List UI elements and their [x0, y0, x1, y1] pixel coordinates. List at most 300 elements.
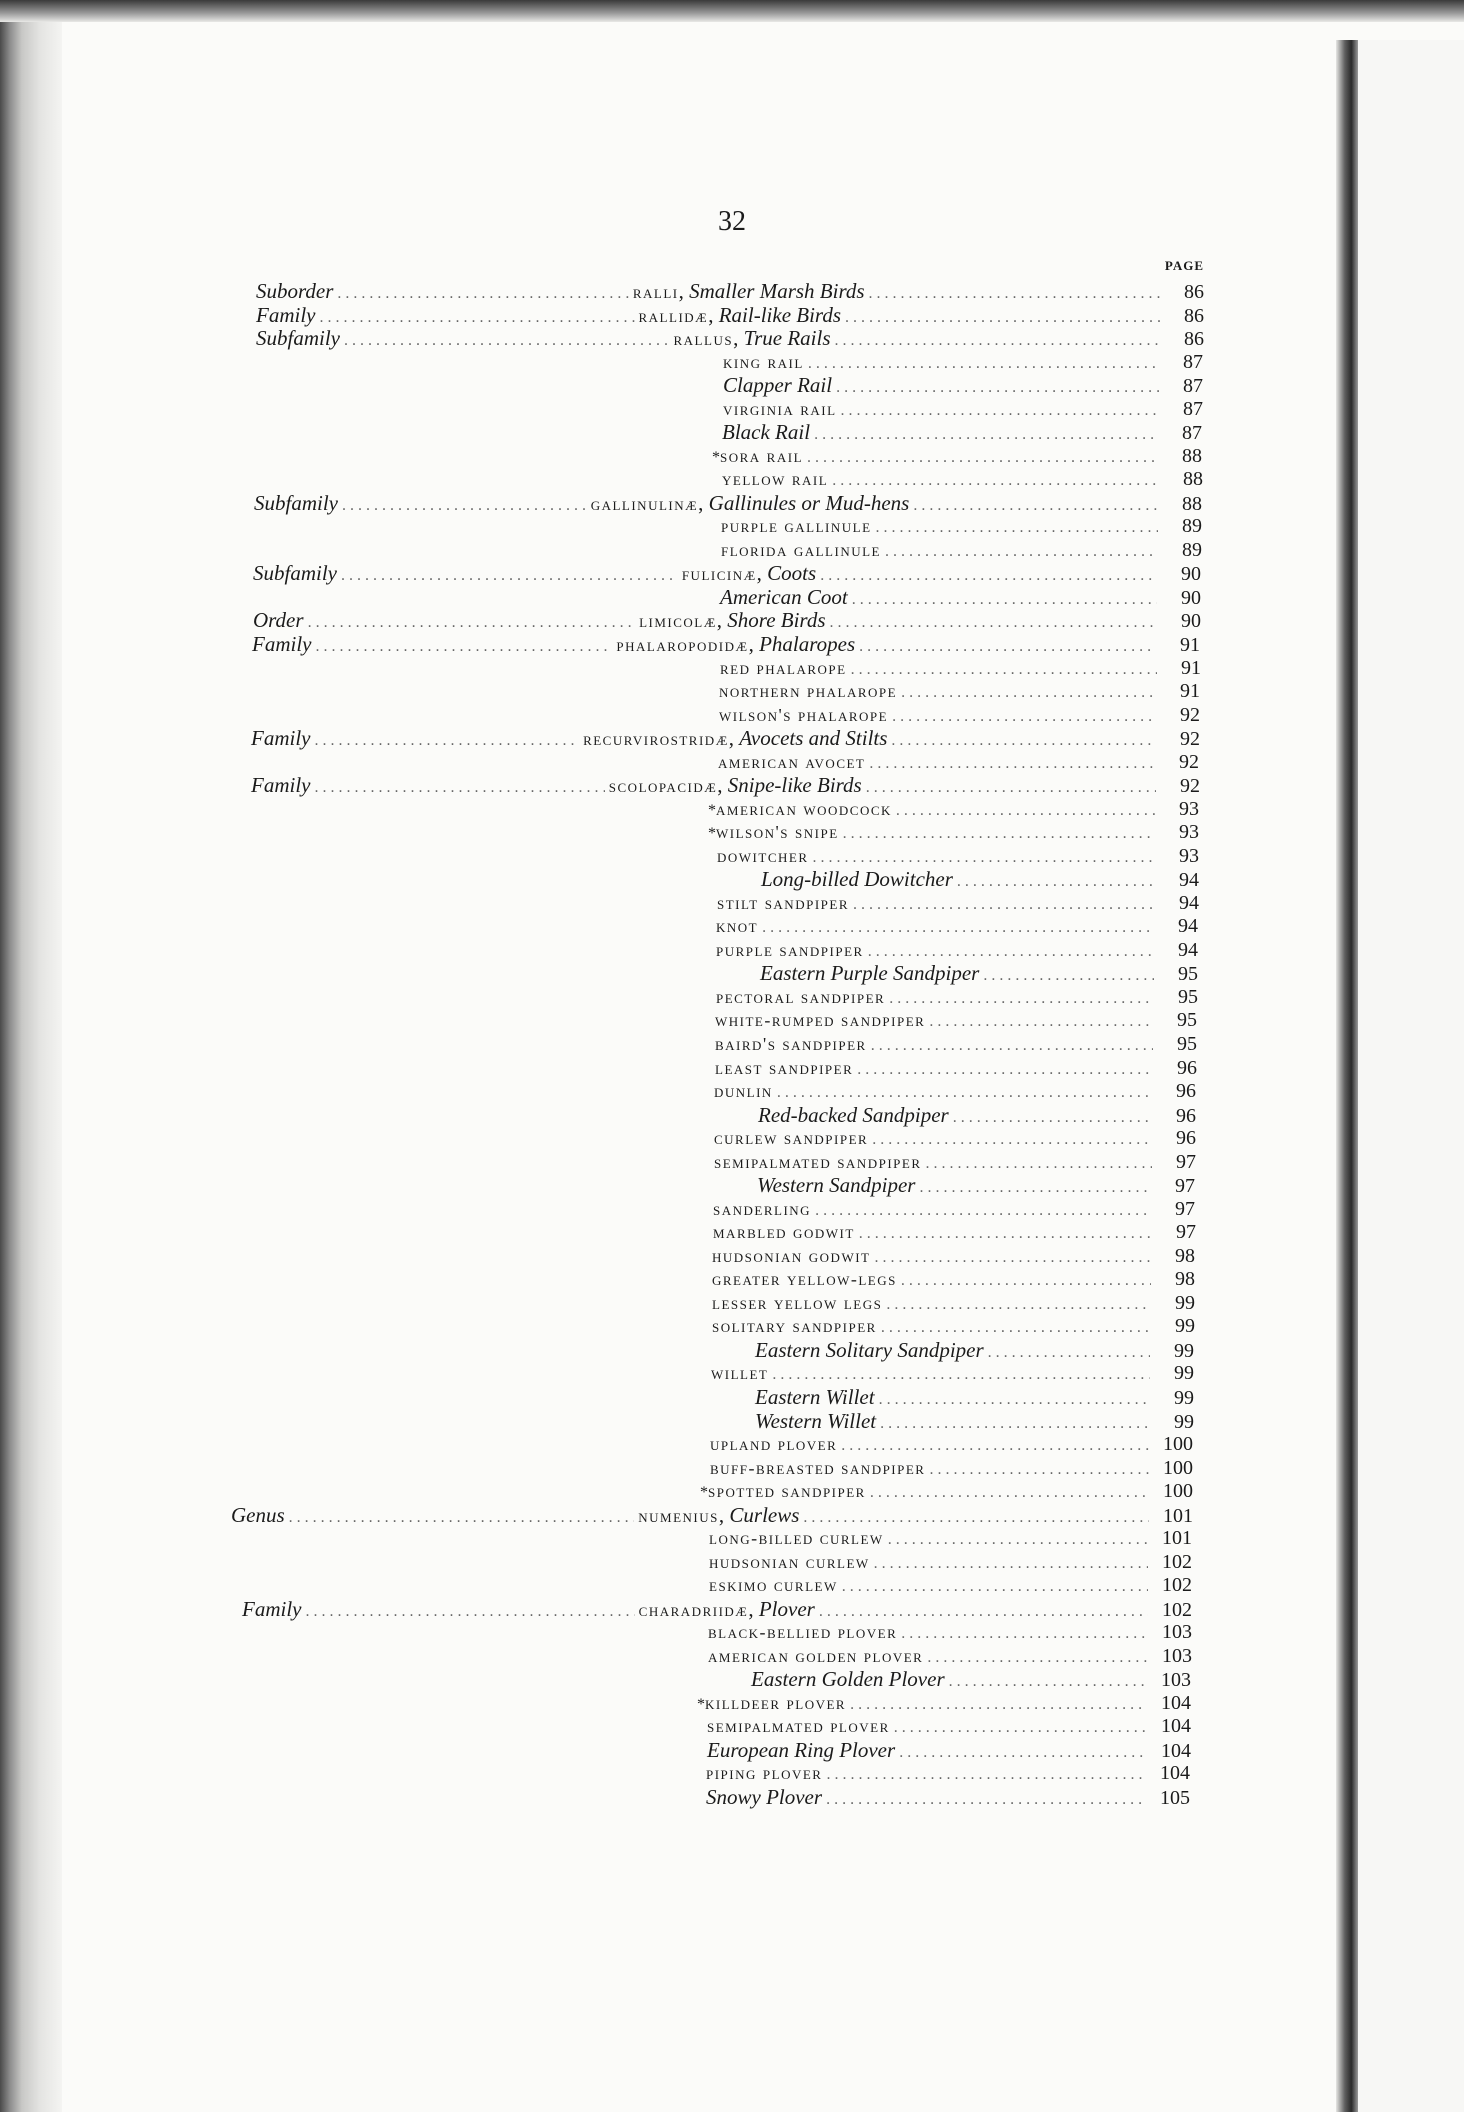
taxon-group	[674, 327, 831, 351]
species-name: purple gallinule	[721, 516, 872, 536]
index-entry	[708, 1621, 1192, 1644]
page-ref: 88	[1183, 468, 1203, 490]
index-entry	[251, 774, 1200, 797]
page-number: 32	[718, 206, 746, 237]
page-ref: 92	[1179, 751, 1199, 773]
page-ref: 93	[1179, 845, 1199, 867]
index-entry	[716, 939, 1198, 962]
dot-leader	[899, 1741, 1147, 1764]
dot-leader	[874, 1552, 1148, 1575]
taxon-group	[682, 562, 816, 586]
species-name: semipalmated plover	[707, 1716, 890, 1736]
species-name-italic: Clapper Rail	[723, 373, 833, 397]
species-name: piping plover	[706, 1763, 823, 1783]
page-ref: 88	[1182, 445, 1202, 467]
page-ref: 95	[1178, 963, 1198, 985]
dot-leader	[777, 1081, 1152, 1104]
taxon-group	[591, 492, 910, 516]
species-name: least sandpiper	[715, 1058, 854, 1078]
scan-top-edge	[0, 0, 1464, 22]
index-entry	[716, 986, 1198, 1009]
dot-leader	[880, 1412, 1150, 1435]
index-entry	[706, 1786, 1190, 1809]
dot-leader	[857, 1058, 1153, 1081]
rank-label: Family	[256, 303, 316, 327]
index-entry	[723, 351, 1203, 374]
dot-leader	[807, 446, 1158, 469]
page-ref: 91	[1181, 657, 1201, 679]
species-name: sora rail	[720, 446, 804, 466]
common-name: Curlews	[729, 1503, 800, 1527]
species-name: red phalarope	[720, 658, 847, 678]
index-entry	[760, 962, 1198, 985]
index-entry	[722, 468, 1203, 491]
dot-leader	[814, 423, 1158, 446]
dot-leader	[843, 822, 1155, 845]
rank-label: Subfamily	[254, 491, 338, 515]
page-ref: 104	[1161, 1692, 1191, 1714]
common-name: True Rails	[743, 326, 831, 350]
dot-leader	[869, 752, 1155, 775]
index-entry	[712, 1315, 1195, 1338]
index-entry	[712, 1268, 1195, 1291]
dot-leader	[879, 1388, 1150, 1411]
page-ref: 97	[1175, 1175, 1195, 1197]
index-entry	[755, 1410, 1194, 1433]
index-entry	[708, 821, 1199, 844]
dot-leader	[929, 1010, 1153, 1033]
species-name: spotted sandpiper	[708, 1481, 866, 1501]
page-ref: 102	[1162, 1599, 1193, 1621]
page-ref: 100	[1163, 1457, 1193, 1479]
index-entry	[706, 1762, 1190, 1785]
page-ref: 99	[1174, 1362, 1194, 1384]
species-name: dunlin	[714, 1081, 773, 1101]
index-entry	[707, 1739, 1191, 1762]
rank-label: Family	[252, 632, 312, 656]
dot-leader	[830, 611, 1158, 634]
species-name: northern phalarope	[719, 681, 898, 701]
index-entry	[697, 1692, 1191, 1715]
page-ref: 104	[1160, 1762, 1190, 1784]
rank-label: Suborder	[256, 279, 334, 303]
species-name-italic: Eastern Willet	[755, 1385, 875, 1409]
species-name-italic: Western Willet	[755, 1409, 877, 1433]
separator: ,	[698, 491, 709, 515]
rank-label: Family	[251, 773, 311, 797]
dot-leader	[314, 729, 579, 752]
page-ref: 87	[1183, 351, 1203, 373]
species-name: knot	[716, 916, 759, 936]
dot-leader	[813, 846, 1156, 869]
taxon-name: scolopacidæ	[608, 776, 718, 796]
species-name-italic: Eastern Golden Plover	[751, 1667, 945, 1691]
species-name-italic: Eastern Purple Sandpiper	[760, 961, 980, 985]
separator: ,	[718, 1503, 730, 1527]
index-entry	[755, 1386, 1194, 1409]
taxon-name: recurvirostridæ	[583, 729, 729, 749]
separator: ,	[748, 632, 760, 656]
rank-label: Subfamily	[253, 561, 337, 585]
index-entry	[709, 1551, 1192, 1574]
page-ref: 86	[1184, 328, 1204, 350]
dot-leader	[841, 399, 1159, 422]
dot-leader	[832, 469, 1159, 492]
rank-label: Order	[253, 608, 304, 632]
page-ref: 90	[1181, 563, 1202, 585]
index-entry	[712, 1292, 1195, 1315]
taxon-group	[616, 633, 855, 657]
dot-leader	[819, 1600, 1148, 1623]
taxon-name: charadriidæ	[638, 1600, 749, 1620]
index-entry	[253, 562, 1201, 585]
page-ref: 96	[1176, 1105, 1196, 1127]
page-ref: 90	[1181, 610, 1202, 632]
dot-leader	[808, 352, 1159, 375]
dot-leader	[835, 329, 1161, 352]
dot-leader	[876, 516, 1158, 539]
dot-leader	[949, 1670, 1147, 1693]
dot-leader	[889, 987, 1154, 1010]
taxon-name: limicolæ	[639, 611, 717, 631]
rank-label: Subfamily	[256, 326, 340, 350]
index-entry	[722, 421, 1202, 444]
species-name: hudsonian curlew	[709, 1552, 870, 1572]
page-ref: 97	[1175, 1198, 1195, 1220]
index-entry	[720, 657, 1201, 680]
species-name: wilson's snipe	[716, 822, 839, 842]
page-ref: 92	[1180, 728, 1200, 750]
page-ref: 103	[1162, 1621, 1192, 1643]
page-gutter	[1336, 40, 1358, 2112]
page-ref: 86	[1184, 281, 1205, 303]
page-ref: 93	[1179, 798, 1199, 820]
separator: ,	[716, 608, 728, 632]
page-ref: 99	[1175, 1292, 1195, 1314]
asterisk-mark: *	[700, 1484, 708, 1501]
index-entry	[723, 398, 1203, 421]
page-ref: 97	[1176, 1151, 1196, 1173]
species-name-italic: Western Sandpiper	[757, 1173, 916, 1197]
dot-leader	[919, 1176, 1151, 1199]
index-entry	[717, 892, 1199, 915]
index-entry	[714, 1127, 1196, 1150]
taxon-name: rallidæ	[638, 306, 709, 326]
index-entry	[700, 1480, 1193, 1503]
index-entry	[717, 845, 1199, 868]
asterisk-mark: *	[708, 825, 716, 842]
dot-leader	[870, 1481, 1149, 1504]
asterisk-mark: *	[712, 449, 720, 466]
index-entry	[714, 1080, 1196, 1103]
taxon-name: phalaropodidæ	[616, 635, 749, 655]
page-ref: 87	[1183, 375, 1203, 397]
dot-leader	[853, 893, 1155, 916]
index-entry	[253, 609, 1201, 632]
dot-leader	[289, 1506, 635, 1529]
page-ref: 95	[1178, 986, 1198, 1008]
dot-leader	[344, 329, 670, 352]
dot-leader	[871, 1034, 1153, 1057]
species-name: hudsonian godwit	[712, 1246, 871, 1266]
next-page-edge	[1358, 40, 1464, 2112]
species-name-italic: Snowy Plover	[706, 1785, 823, 1809]
page-ref: 100	[1163, 1433, 1193, 1455]
species-name: king rail	[723, 352, 804, 372]
index-entry	[758, 1104, 1196, 1127]
index-entry	[713, 1221, 1196, 1244]
dot-leader	[850, 1693, 1147, 1716]
species-name: pectoral sandpiper	[716, 987, 886, 1007]
dot-leader	[901, 1269, 1151, 1292]
species-name-italic: Red-backed Sandpiper	[758, 1103, 949, 1127]
index-entry	[251, 727, 1200, 750]
dot-leader	[842, 1575, 1148, 1598]
dot-leader	[337, 282, 628, 305]
taxon-group	[639, 1598, 815, 1622]
dot-leader	[826, 1788, 1146, 1811]
separator: ,	[733, 326, 744, 350]
common-name: Smaller Marsh Birds	[689, 279, 865, 303]
page-ref: 99	[1174, 1387, 1194, 1409]
index-entry	[751, 1668, 1191, 1691]
page-ref: 98	[1175, 1245, 1195, 1267]
species-name: buff-breasted sandpiper	[710, 1458, 926, 1478]
dot-leader	[896, 799, 1155, 822]
page-ref: 87	[1183, 398, 1203, 420]
dot-leader	[342, 494, 587, 517]
dot-leader	[305, 1600, 634, 1623]
dot-leader	[957, 870, 1155, 893]
taxon-name: fulicinæ	[681, 564, 757, 584]
index-entry	[256, 304, 1204, 327]
page-ref: 96	[1176, 1080, 1196, 1102]
index-entry	[231, 1504, 1193, 1527]
dot-leader	[881, 1316, 1151, 1339]
asterisk-mark: *	[697, 1696, 705, 1713]
species-name: american golden plover	[708, 1646, 924, 1666]
dot-leader	[859, 635, 1156, 658]
dot-leader	[888, 1528, 1148, 1551]
index-entry	[710, 1457, 1193, 1480]
taxon-group	[638, 1504, 799, 1528]
dot-leader	[901, 681, 1156, 704]
page-column-header: PAGE	[1164, 258, 1204, 273]
separator: ,	[756, 561, 768, 585]
index-entry	[712, 445, 1202, 468]
page-ref: 88	[1182, 493, 1203, 515]
species-name: dowitcher	[717, 846, 809, 866]
index-entry	[242, 1598, 1192, 1621]
page-ref: 95	[1177, 1009, 1197, 1031]
common-name: Coots	[767, 561, 817, 585]
index-entry	[708, 798, 1199, 821]
page-ref: 96	[1176, 1127, 1196, 1149]
page-ref: 99	[1174, 1340, 1194, 1362]
species-name: purple sandpiper	[716, 940, 864, 960]
dot-leader	[891, 729, 1156, 752]
index-entry	[761, 868, 1199, 891]
dot-leader	[315, 635, 612, 658]
index-entry	[714, 1151, 1196, 1174]
index-entry	[708, 1645, 1192, 1668]
index-entry	[721, 515, 1202, 538]
dot-leader	[926, 1152, 1153, 1175]
page-ref: 94	[1179, 892, 1199, 914]
dot-leader	[803, 1506, 1149, 1529]
page-ref: 103	[1161, 1669, 1191, 1691]
species-name: semipalmated sandpiper	[714, 1152, 922, 1172]
dot-leader	[868, 940, 1154, 963]
species-name: killdeer plover	[705, 1693, 847, 1713]
index-entry	[707, 1715, 1191, 1738]
species-name-italic: American Coot	[720, 585, 848, 609]
common-name: Avocets and Stilts	[739, 726, 888, 750]
index-entry	[757, 1174, 1195, 1197]
species-name: white-rumped sandpiper	[715, 1010, 926, 1030]
dot-leader	[886, 1293, 1151, 1316]
species-name: solitary sandpiper	[712, 1316, 877, 1336]
page-ref: 92	[1180, 775, 1201, 797]
page-ref: 97	[1176, 1221, 1196, 1243]
dot-leader	[983, 964, 1154, 987]
species-name-italic: Eastern Solitary Sandpiper	[755, 1338, 984, 1362]
index-entry	[710, 1433, 1193, 1456]
dot-leader	[872, 1128, 1152, 1151]
species-name: sanderling	[713, 1199, 812, 1219]
dot-leader	[820, 564, 1157, 587]
index-entry	[712, 1245, 1195, 1268]
index-entry	[755, 1339, 1194, 1362]
page-ref: 98	[1175, 1268, 1195, 1290]
asterisk-mark: *	[708, 802, 716, 819]
page-ref: 105	[1160, 1787, 1190, 1809]
index-entry	[711, 1362, 1194, 1385]
species-name: curlew sandpiper	[714, 1128, 869, 1148]
page-ref: 104	[1161, 1715, 1191, 1737]
index-entry	[256, 327, 1204, 350]
dot-leader	[826, 1763, 1146, 1786]
rank-label: Genus	[231, 1503, 285, 1527]
dot-leader	[913, 494, 1158, 517]
species-name: stilt sandpiper	[717, 893, 849, 913]
dot-leader	[859, 1222, 1152, 1245]
species-name: upland plover	[710, 1434, 838, 1454]
page-ref: 93	[1179, 821, 1199, 843]
dot-leader	[815, 1199, 1151, 1222]
dot-leader	[885, 540, 1158, 563]
page-ref: 99	[1174, 1411, 1194, 1433]
index-entry	[713, 1198, 1195, 1221]
index-entry	[254, 492, 1202, 515]
page-ref: 92	[1180, 704, 1200, 726]
dot-leader	[869, 282, 1160, 305]
index-entry	[719, 680, 1200, 703]
dot-leader	[836, 376, 1159, 399]
dot-leader	[901, 1622, 1148, 1645]
dot-leader	[314, 776, 604, 799]
dot-leader	[841, 1434, 1149, 1457]
species-name: american woodcock	[716, 799, 892, 819]
page-ref: 94	[1178, 939, 1198, 961]
page-ref: 87	[1182, 422, 1202, 444]
dot-leader	[874, 1246, 1151, 1269]
index-entry	[715, 1057, 1197, 1080]
species-name: wilson's phalarope	[719, 705, 889, 725]
index-entry	[709, 1574, 1192, 1597]
species-name: lesser yellow legs	[712, 1293, 883, 1313]
page-ref: 96	[1177, 1057, 1197, 1079]
page-ref: 102	[1162, 1551, 1192, 1573]
separator: ,	[708, 303, 719, 327]
index-entry	[256, 280, 1204, 303]
page-ref: 102	[1162, 1574, 1192, 1596]
page-ref: 103	[1162, 1645, 1192, 1667]
page-ref: 91	[1180, 680, 1200, 702]
taxon-group	[609, 774, 862, 798]
common-name: Gallinules or Mud-hens	[708, 491, 910, 515]
species-name-italic: Long-billed Dowitcher	[761, 867, 953, 891]
dot-leader	[894, 1716, 1147, 1739]
dot-leader	[953, 1106, 1152, 1129]
taxon-group	[633, 280, 865, 304]
page-ref: 89	[1182, 515, 1202, 537]
dot-leader	[929, 1458, 1149, 1481]
species-name: eskimo curlew	[709, 1575, 838, 1595]
species-name: baird's sandpiper	[715, 1034, 867, 1054]
taxon-group	[583, 727, 887, 751]
page-ref: 101	[1162, 1527, 1192, 1549]
separator: ,	[748, 1597, 759, 1621]
rank-label: Family	[251, 726, 311, 750]
page-ref: 89	[1182, 539, 1202, 561]
index-entry	[723, 374, 1203, 397]
page-ref: 91	[1180, 634, 1201, 656]
species-name: marbled godwit	[713, 1222, 855, 1242]
species-name: greater yellow-legs	[712, 1269, 897, 1289]
separator: ,	[728, 726, 740, 750]
common-name: Phalaropes	[759, 632, 856, 656]
species-name: yellow rail	[722, 469, 829, 489]
dot-leader	[308, 611, 636, 634]
index-entry	[720, 586, 1201, 609]
species-name: virginia rail	[723, 399, 837, 419]
dot-leader	[762, 916, 1154, 939]
species-name-italic: Black Rail	[722, 420, 811, 444]
dot-leader	[892, 705, 1156, 728]
dot-leader	[341, 564, 678, 587]
taxon-group	[639, 609, 825, 633]
index-entry	[718, 751, 1199, 774]
common-name: Rail-like Birds	[718, 303, 841, 327]
common-name: Plover	[758, 1597, 815, 1621]
species-name: willet	[711, 1363, 769, 1383]
species-name: florida gallinule	[721, 540, 881, 560]
taxon-group	[639, 304, 842, 328]
index-entry	[252, 633, 1200, 656]
book-binding	[0, 0, 62, 2112]
page-ref: 100	[1163, 1480, 1193, 1502]
dot-leader	[866, 776, 1156, 799]
index-entry	[716, 915, 1198, 938]
index-entry	[719, 704, 1200, 727]
taxon-name: numenius	[638, 1506, 719, 1526]
taxon-name: ralli	[632, 282, 679, 302]
page-ref: 94	[1179, 869, 1199, 891]
page-ref: 94	[1178, 915, 1198, 937]
separator: ,	[678, 279, 690, 303]
page-ref: 90	[1181, 587, 1201, 609]
